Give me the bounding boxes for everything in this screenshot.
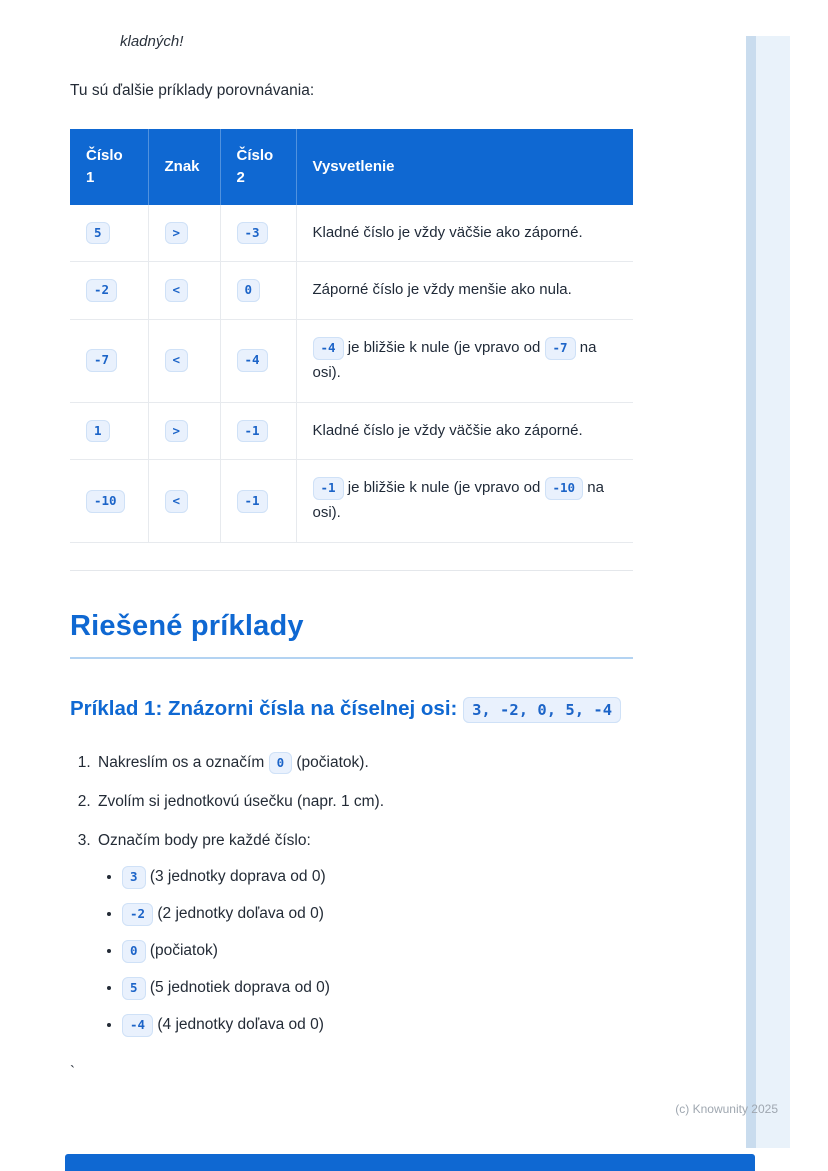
table-row [70,205,633,262]
number-badge: < [165,279,189,302]
table-row [70,320,633,403]
number-badge: -1 [237,490,268,513]
number-badge: < [165,490,189,513]
number-badge: > [165,222,189,245]
number-badge: -7 [545,337,576,360]
comparison-table-body [70,205,633,543]
cell-znak [148,262,220,320]
table-row [70,262,633,320]
number-badge: -10 [545,477,584,500]
example-title [70,692,633,727]
bullet-item: • 5 (5 jednotiek doprava od 0) [122,976,633,1000]
scrollbar-track [756,36,790,1148]
stray-backtick: ` [70,1062,75,1080]
col-header-vysvetlenie: Vysvetlenie [296,129,633,205]
table-header-row [70,129,633,205]
cell-cislo2 [220,460,296,543]
section-title: Riešené príklady [70,610,633,659]
number-badge: 1 [86,420,110,443]
col-header-cislo1: Číslo 1 [70,129,148,205]
number-badge: -2 [122,903,153,926]
number-badge: 3 [122,866,146,889]
cell-znak [148,460,220,543]
copyright-credit: (c) Knowunity 2025 [675,1102,778,1116]
number-badge: 5 [86,222,110,245]
step-item: 3. Označím body pre každé číslo: • 3 (3 jednotky doprava od 0) • -2 (2 jednotky doľava od 0) • 0 (počiatok) • 5 (5 jednotiek doprava od 0) • -4 (4 jednotky doľava od 0) [95,829,633,1037]
number-badge: -4 [313,337,344,360]
number-badge: -7 [86,349,117,372]
step-item: 1. Nakreslím os a označím 0 (počiatok). [95,751,633,775]
cell-cislo2 [220,205,296,262]
points-list [98,865,633,1037]
cell-cislo2 [220,402,296,460]
bullet-item: • 0 (počiatok) [122,939,633,963]
number-badge: -2 [86,279,117,302]
number-badge: -4 [122,1014,153,1037]
number-badge: -3 [237,222,268,245]
number-badge: < [165,349,189,372]
section-divider [70,570,633,571]
cell-explanation: -4 je bližšie k nule (je vpravo od -7 na osi). [296,320,633,403]
cell-explanation: Kladné číslo je vždy väčšie ako záporné. [296,402,633,460]
number-badge: 0 [237,279,261,302]
cell-cislo1 [70,402,148,460]
table-row [70,402,633,460]
bullet-item: • -4 (4 jednotky doľava od 0) [122,1013,633,1037]
cell-cislo1 [70,205,148,262]
number-badge: 5 [122,977,146,1000]
cell-explanation: Záporné číslo je vždy menšie ako nula. [296,262,633,320]
number-badge: 0 [122,940,146,963]
steps-list [70,751,633,1037]
comparison-table [70,129,633,543]
number-badge: -4 [237,349,268,372]
cell-cislo1 [70,460,148,543]
cell-znak [148,402,220,460]
example-title-text: Príklad 1: Znázorni čísla na číselnej osi: [70,696,464,720]
cell-explanation: -1 je bližšie k nule (je vpravo od -10 na osi). [296,460,633,543]
scrollbar-thumb[interactable] [746,36,756,1148]
col-header-znak: Znak [148,129,220,205]
cell-znak [148,320,220,403]
number-badge: -10 [86,490,125,513]
intro-italic-text: kladných! [120,33,184,50]
number-badge: -1 [237,420,268,443]
cell-cislo2 [220,320,296,403]
number-badge: 0 [269,752,293,775]
number-badge: -1 [313,477,344,500]
cell-cislo1 [70,262,148,320]
cell-znak [148,205,220,262]
next-page-header-bar [65,1154,755,1171]
step-item: 2. Zvolím si jednotkovú úsečku (napr. 1 cm). [95,790,633,814]
document-page [70,0,633,1080]
col-header-cislo2: Číslo 2 [220,129,296,205]
cell-cislo1 [70,320,148,403]
number-badge: > [165,420,189,443]
table-row [70,460,633,543]
bullet-item: • -2 (2 jednotky doľava od 0) [122,902,633,926]
cell-explanation: Kladné číslo je vždy väčšie ako záporné. [296,205,633,262]
intro-paragraph: Tu sú ďalšie príklady porovnávania: [70,82,315,99]
cell-cislo2 [220,262,296,320]
bullet-item: • 3 (3 jednotky doprava od 0) [122,865,633,889]
example-numbers-badge: 3, -2, 0, 5, -4 [463,697,621,723]
